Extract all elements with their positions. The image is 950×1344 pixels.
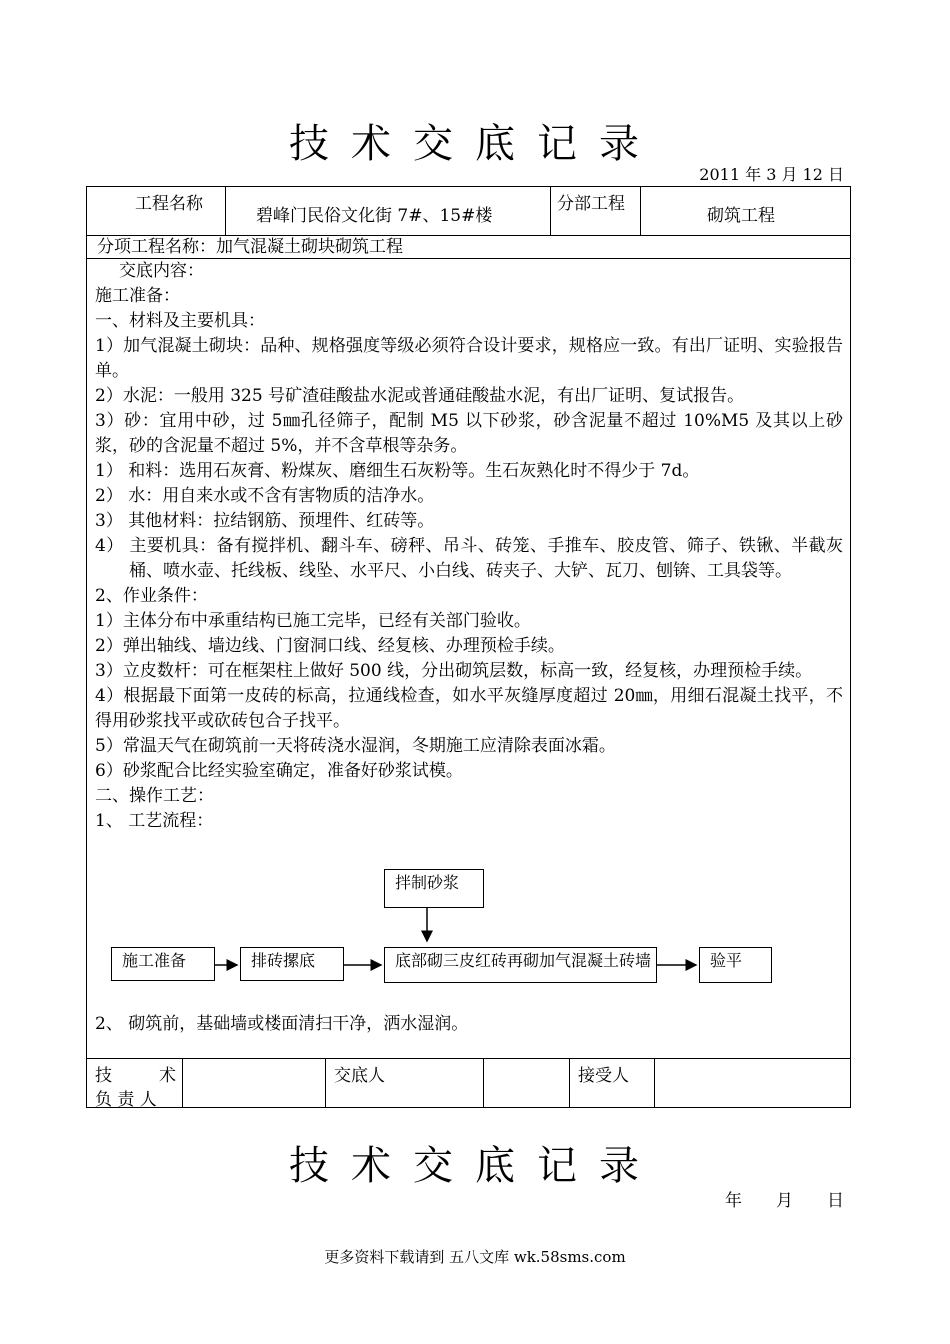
header-row: [87, 187, 850, 236]
content-line: 6）砂浆配合比经实验室确定，准备好砂浆试模。: [95, 761, 463, 781]
flow-step-check: 验平: [699, 947, 772, 983]
project-name-cell: [226, 187, 551, 235]
flow-step-build: 底部砌三皮红砖再砌加气混凝土砖墙: [384, 947, 657, 983]
content-line: 1）加气混凝土砌块：品种、规格强度等级必须符合设计要求，规格应一致。有出厂证明、实验报告单。: [95, 336, 843, 381]
item-project-row: [87, 235, 850, 259]
signature-row: [87, 1058, 850, 1108]
flow-step-prep: 施工准备: [111, 947, 215, 981]
content-line: 一、材料及主要机具：: [95, 311, 265, 331]
content-line: 施工准备：: [95, 286, 180, 306]
tech-lead-label-a: 技: [95, 1066, 112, 1086]
tech-lead-value-cell: [183, 1059, 326, 1108]
sub-project-label-cell: [551, 187, 641, 235]
process-flowchart: [87, 873, 850, 1017]
content-line: 3）砂：宜用中砂，过 5㎜孔径筛子，配制 M5 以下砂浆，砂含泥量不超过 10%M5 及其以上砂浆，砂的含泥量不超过 5%，并不含草根等杂务。: [95, 411, 843, 456]
project-name-label-cell: [87, 187, 226, 235]
project-name: 碧峰门民俗文化街 7#、15#楼: [256, 206, 493, 226]
record-date: 2011 年 3 月 12 日: [699, 165, 844, 184]
page-title: 技术交底记录: [289, 121, 661, 167]
content-line: 1、 工艺流程：: [95, 811, 214, 831]
content-line: 1）主体分布中承重结构已施工完毕，已经有关部门验收。: [95, 611, 531, 631]
receiver-value-cell: [655, 1059, 850, 1108]
sub-project-label: 分部工程: [557, 194, 625, 214]
footer-link-text: 更多资料下载请到 五八文库 wk.58sms.com: [324, 1248, 626, 1266]
giver-label: 交底人: [334, 1066, 385, 1086]
content-line: 2） 水：用自来水或不含有害物质的洁净水。: [95, 486, 435, 506]
content-line: 4） 主要机具：备有搅拌机、翻斗车、磅秤、吊斗、砖笼、手推车、胶皮管、筛子、铁锹、半截灰桶、喷水壶、托线板、线坠、水平尺、小白线、砖夹子、大铲、瓦刀、刨锛、工具袋等。: [95, 536, 843, 581]
disclosure-form: [86, 186, 851, 1108]
content-line: 5）常温天气在砌筑前一天将砖浇水湿润，冬期施工应清除表面冰霜。: [95, 736, 616, 756]
flow-step-layout: 排砖摞底: [240, 947, 344, 981]
content-line: 2）弹出轴线、墙边线、门窗洞口线、经复核、办理预检手续。: [95, 636, 565, 656]
content-line: 2）水泥：一般用 325 号矿渣硅酸盐水泥或普通硅酸盐水泥，有出厂证明、复试报告。: [95, 386, 745, 406]
tech-lead-label-cell: [87, 1059, 183, 1108]
receiver-label-cell: [570, 1059, 655, 1108]
content-line: 3） 其他材料：拉结钢筋、预埋件、红砖等。: [95, 511, 435, 531]
project-name-label: 工程名称: [135, 194, 203, 214]
content-line: 交底内容：: [119, 261, 204, 281]
tech-lead-label-c: 负 责 人: [95, 1090, 157, 1110]
disclosure-content: [95, 259, 843, 834]
tech-lead-label-b: 术: [159, 1066, 176, 1086]
receiver-label: 接受人: [578, 1066, 629, 1086]
content-line: 2、作业条件：: [95, 586, 208, 606]
content-line: 2、 砌筑前，基础墙或楼面清扫干净，洒水湿润。: [95, 1014, 469, 1034]
flow-step-mix-mortar: 拌制砂浆: [384, 869, 484, 908]
giver-label-cell: [326, 1059, 484, 1108]
second-page-title: 技术交底记录: [289, 1143, 661, 1189]
sub-project: 砌筑工程: [707, 206, 775, 226]
content-line: 二、操作工艺：: [95, 786, 214, 806]
content-line: 3）立皮数杆：可在框架柱上做好 500 线，分出砌筑层数，标高一致，经复核，办理预检手续。: [95, 661, 813, 681]
sub-project-cell: [641, 187, 850, 235]
content-line: 1） 和料：选用石灰膏、粉煤灰、磨细生石灰粉等。生石灰熟化时不得少于 7d。: [95, 461, 700, 481]
giver-value-cell: [484, 1059, 570, 1108]
item-project-name: 分项工程名称：加气混凝土砌块砌筑工程: [97, 237, 403, 257]
content-line: 4）根据最下面第一皮砖的标高，拉通线检查，如水平灰缝厚度超过 20㎜，用细石混凝土找平，不得用砂浆找平或砍砖包合子找平。: [95, 686, 843, 731]
second-page-date: 年 月 日: [725, 1191, 844, 1211]
